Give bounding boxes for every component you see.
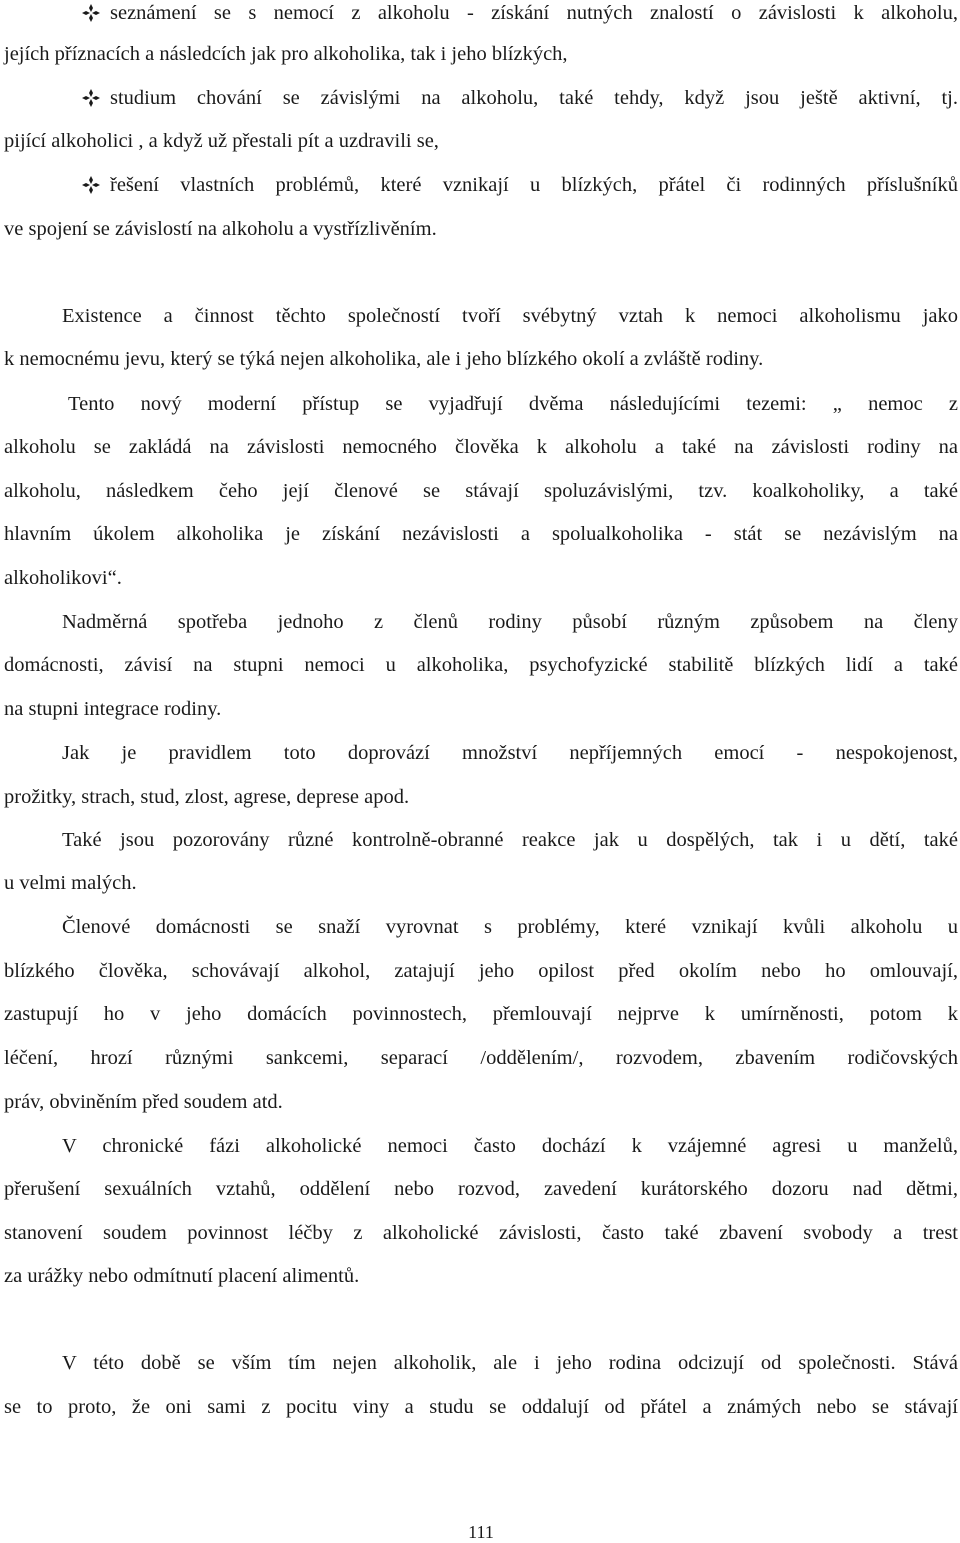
paragraph-line: domácnosti, závisí na stupni nemoci u alkoholika, psychofyzické stabilitě blízkých lidí a také bbox=[4, 654, 958, 676]
paragraph-line: se to proto, že oni sami z pocitu viny a studu se oddalují od přátel a známých nebo se stávají bbox=[4, 1396, 958, 1418]
paragraph-line: alkoholu se zakládá na závislosti nemocného člověka k alkoholu a také na závislosti rodiny na bbox=[4, 436, 958, 458]
paragraph-line: Také jsou pozorovány různé kontrolně-obranné reakce jak u dospělých, tak i u dětí, také bbox=[62, 829, 958, 851]
paragraph-line: blízkého člověka, schovávají alkohol, zatajují jeho opilost před okolím nebo ho omlouvají, bbox=[4, 960, 958, 982]
paragraph-line: V této době se vším tím nejen alkoholik, ale i jeho rodina odcizují od společnosti. Stává bbox=[62, 1352, 958, 1374]
paragraph-line: prožitky, strach, stud, zlost, agrese, deprese apod. bbox=[4, 786, 410, 808]
bullet-continuation: pijící alkoholici , a když už přestali pít a uzdravili se, bbox=[4, 130, 439, 152]
paragraph-line: k nemocnému jevu, který se týká nejen alkoholika, ale i jeho blízkého okolí a zvláště rodiny. bbox=[4, 348, 764, 370]
page-number: 111 bbox=[468, 1522, 494, 1542]
bullet-continuation: ve spojení se závislostí na alkoholu a vystřízlivěním. bbox=[4, 218, 437, 240]
bullet-icon bbox=[82, 0, 104, 26]
paragraph-line: přerušení sexuálních vztahů, oddělení nebo rozvod, zavedení kurátorského dozoru nad dětmi, bbox=[4, 1178, 958, 1200]
paragraph-line: léčení, hrozí různými sankcemi, separací /oddělením/, rozvodem, zbavením rodičovských bbox=[4, 1047, 958, 1069]
bullet-text: řešení vlastních problémů, které vznikají u blízkých, přátel či rodinných příslušníků bbox=[110, 174, 958, 196]
paragraph-line: Nadměrná spotřeba jednoho z členů rodiny působí různým způsobem na členy bbox=[62, 611, 958, 633]
bullet-icon bbox=[82, 172, 104, 198]
paragraph-line: Členové domácnosti se snaží vyrovnat s problémy, které vznikají kvůli alkoholu u bbox=[62, 916, 958, 938]
paragraph-line: Tento nový moderní přístup se vyjadřují dvěma následujícími tezemi: „ nemoc z bbox=[68, 393, 958, 415]
paragraph-line: u velmi malých. bbox=[4, 872, 137, 894]
paragraph-line: alkoholikovi“. bbox=[4, 567, 122, 589]
paragraph-line: V chronické fázi alkoholické nemoci často dochází k vzájemné agresi u manželů, bbox=[62, 1135, 958, 1157]
bullet-text: seznámení se s nemocí z alkoholu - získání nutných znalostí o závislosti k alkoholu, bbox=[110, 2, 958, 24]
paragraph-line: stanovení soudem povinnost léčby z alkoholické závislosti, často také zbavení svobody a trest bbox=[4, 1222, 958, 1244]
paragraph-line: Jak je pravidlem toto doprovází množství nepříjemných emocí - nespokojenost, bbox=[62, 742, 958, 764]
paragraph-line: hlavním úkolem alkoholika je získání nezávislosti a spolualkoholika - stát se nezávislým na bbox=[4, 523, 958, 545]
paragraph-line: na stupni integrace rodiny. bbox=[4, 698, 222, 720]
paragraph-line: Existence a činnost těchto společností tvoří svébytný vztah k nemoci alkoholismu jako bbox=[62, 305, 958, 327]
paragraph-line: alkoholu, následkem čeho její členové se stávají spoluzávislými, tzv. koalkoholiky, a také bbox=[4, 480, 958, 502]
bullet-icon bbox=[82, 85, 104, 111]
bullet-continuation: jejích příznacích a následcích jak pro alkoholika, tak i jeho blízkých, bbox=[4, 43, 568, 65]
paragraph-line: zastupují ho v jeho domácích povinnostech, přemlouvají nejprve k umírněnosti, potom k bbox=[4, 1003, 958, 1025]
paragraph-line: práv, obviněním před soudem atd. bbox=[4, 1091, 283, 1113]
bullet-text: studium chování se závislými na alkoholu, také tehdy, když jsou ještě aktivní, tj. bbox=[110, 87, 958, 109]
paragraph-line: za urážky nebo odmítnutí placení alimentů. bbox=[4, 1265, 360, 1287]
